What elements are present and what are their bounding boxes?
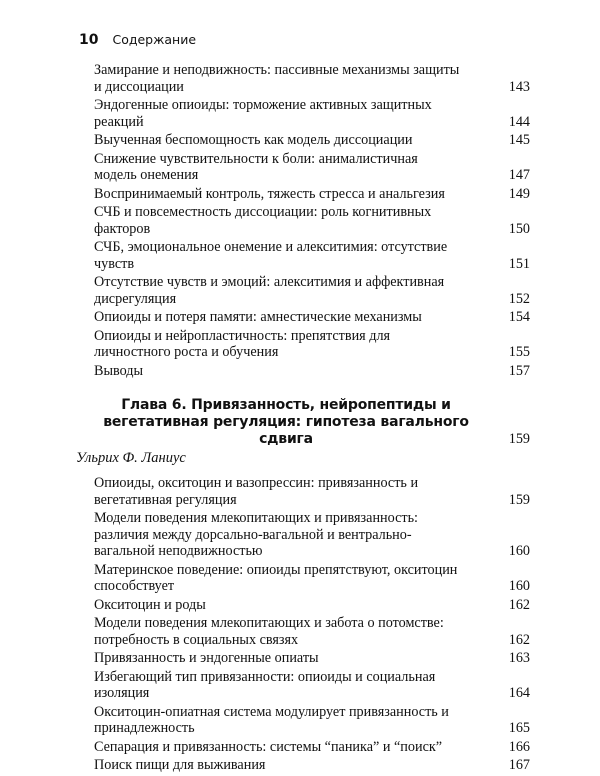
table-of-contents — [0, 62, 600, 776]
toc-entry-page: 147 — [508, 167, 530, 183]
toc-entry-title: Опиоиды, окситоцин и вазопрессин: привязанность и вегетативная регуляция — [94, 475, 419, 508]
running-title: Содержание — [112, 32, 197, 47]
chapter-page: 159 — [508, 431, 530, 447]
toc-entry-title: Модели поведения млекопитающих и привязанность: различия между дорсально-вагальной и вентрально-вагальной неподвижностью — [94, 510, 418, 559]
toc-entry — [94, 363, 530, 380]
toc-entry-title: Выученная беспомощность как модель диссоциации — [94, 132, 413, 148]
toc-entry — [94, 186, 530, 203]
toc-entry-title: СЧБ и повсеместность диссоциации: роль когнитивных факторов — [94, 204, 432, 237]
toc-entry-title: Эндогенные опиоиды: торможение активных защитных реакций — [94, 97, 432, 130]
chapter-heading — [76, 397, 530, 448]
toc-entry-page: 150 — [508, 220, 530, 237]
toc-entry — [94, 597, 530, 614]
toc-entry-page: 149 — [508, 185, 530, 202]
toc-entry-title: Выводы — [94, 362, 144, 379]
toc-entry-title: Окситоцин-опиатная система модулирует привязанность и принадлежность — [94, 703, 449, 736]
toc-entry-title: Избегающий тип привязанности: опиоиды и социальная изоляция — [94, 668, 436, 701]
toc-entry — [94, 62, 530, 95]
toc-entry — [94, 510, 530, 560]
toc-entry — [94, 669, 530, 702]
toc-entry-page: 164 — [508, 685, 530, 701]
toc-section-b — [0, 475, 600, 774]
toc-entry — [94, 274, 530, 307]
toc-section-a — [0, 62, 600, 379]
toc-entry — [94, 562, 530, 595]
toc-entry-title: Материнское поведение: опиоиды препятствуют, окситоцин способствует — [94, 561, 458, 594]
toc-entry-page: 162 — [508, 631, 530, 648]
toc-entry-title: Модели поведения млекопитающих и забота о потомстве: потребность в социальных связях — [94, 615, 444, 648]
toc-entry — [94, 97, 530, 130]
toc-entry — [94, 739, 530, 756]
toc-entry-page: 160 — [508, 578, 530, 594]
toc-entry-page: 167 — [508, 757, 530, 773]
toc-entry-page: 162 — [508, 596, 530, 613]
toc-entry-title: Окситоцин и роды — [94, 596, 206, 613]
toc-entry — [94, 615, 530, 648]
toc-entry-title: Замирание и неподвижность: пассивные механизмы защиты и диссоциации — [94, 62, 460, 95]
toc-entry-page: 165 — [508, 720, 530, 736]
toc-entry-page: 144 — [508, 113, 530, 130]
toc-entry-page: 163 — [508, 650, 530, 666]
page-number: 10 — [79, 32, 99, 48]
toc-entry — [94, 309, 530, 326]
toc-entry — [94, 132, 530, 149]
toc-entry-title: СЧБ, эмоциональное онемение и алекситимия: отсутствие чувств — [94, 239, 448, 272]
running-head — [79, 32, 196, 48]
chapter-author: Ульрих Ф. Ланиус — [76, 450, 186, 466]
toc-entry-page: 152 — [508, 290, 530, 307]
toc-entry-title: Опиоиды и потеря памяти: амнестические механизмы — [94, 309, 422, 325]
toc-entry — [94, 239, 530, 272]
toc-entry-page: 155 — [508, 344, 530, 360]
toc-entry-title: Отсутствие чувств и эмоций: алекситимия и аффективная дисрегуляция — [94, 274, 445, 307]
toc-entry — [94, 204, 530, 237]
toc-entry-title: Привязанность и эндогенные опиаты — [94, 650, 319, 666]
toc-entry — [94, 475, 530, 508]
toc-entry-page: 159 — [508, 491, 530, 508]
toc-entry-page: 157 — [508, 362, 530, 379]
toc-entry — [94, 757, 530, 774]
toc-entry-page: 154 — [508, 309, 530, 325]
toc-entry-page: 143 — [508, 78, 530, 95]
chapter-title: Глава 6. Привязанность, нейропептиды и вегетативная регуляция: гипотеза вагального сдвига — [103, 397, 469, 447]
toc-entry-page: 160 — [508, 543, 530, 559]
toc-entry — [94, 151, 530, 184]
toc-entry-title: Поиск пищи для выживания — [94, 757, 266, 773]
toc-entry-title: Снижение чувствительности к боли: анималистичная модель онемения — [94, 150, 418, 183]
toc-entry-title: Сепарация и привязанность: системы “паника” и “поиск” — [94, 738, 443, 755]
toc-entry-page: 145 — [508, 132, 530, 148]
toc-entry-page: 166 — [508, 738, 530, 755]
toc-entry-page: 151 — [508, 255, 530, 272]
toc-entry — [94, 704, 530, 737]
toc-entry-title: Воспринимаемый контроль, тяжесть стресса и анальгезия — [94, 185, 445, 202]
toc-entry-title: Опиоиды и нейропластичность: препятствия для личностного роста и обучения — [94, 327, 391, 360]
toc-entry — [94, 650, 530, 667]
toc-entry — [94, 328, 530, 361]
